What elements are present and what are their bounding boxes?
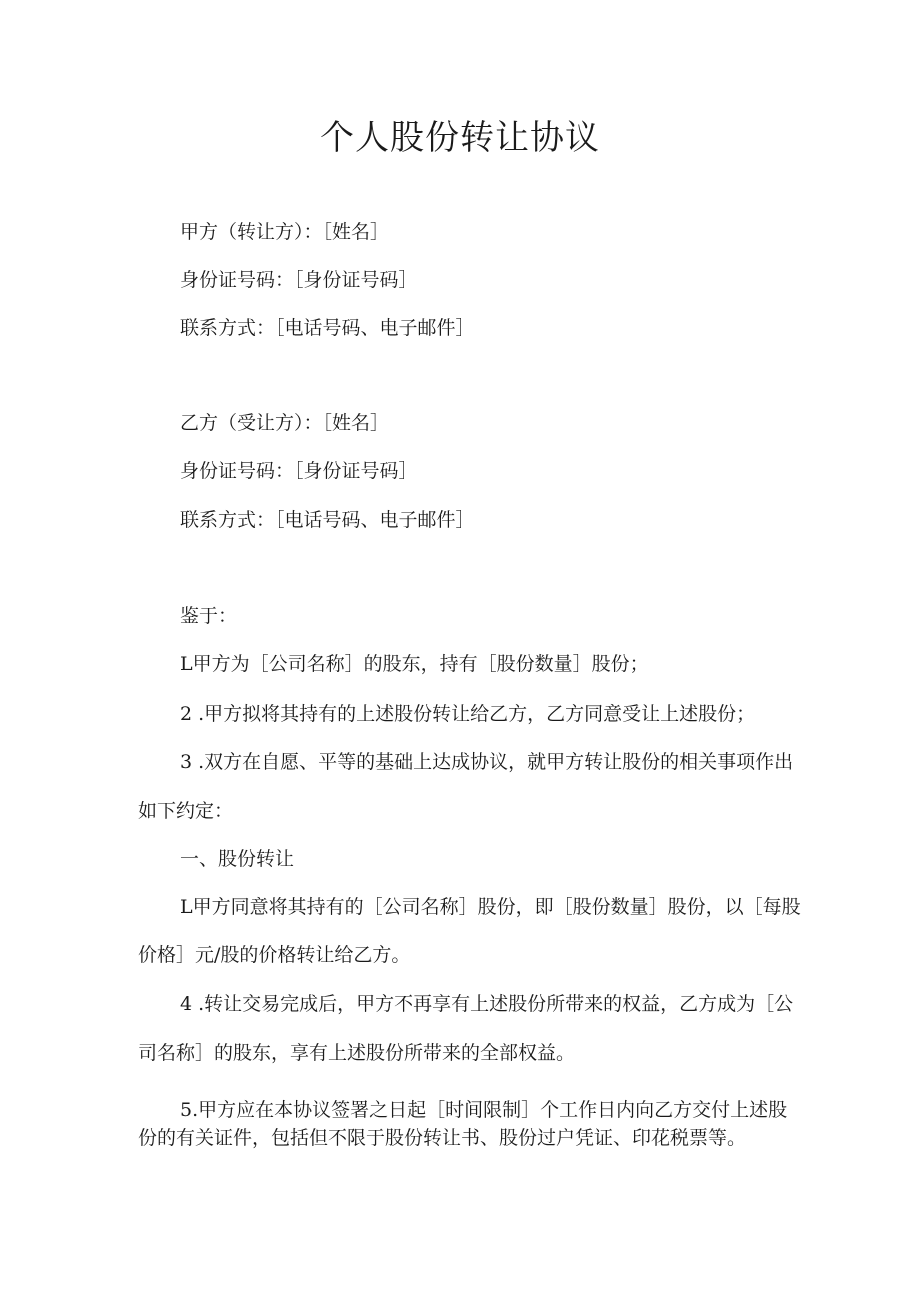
party-a-contact: 联系方式：［电话号码、电子邮件］	[180, 317, 475, 339]
section-1-p1-line-1: L甲方同意将其持有的［公司名称］股份，即［股份数量］股份，以［每股	[180, 896, 801, 918]
whereas-item-3-line-1: 3 .双方在自愿、平等的基础上达成协议，就甲方转让股份的相关事项作出	[180, 751, 794, 773]
section-1-p2-line-2: 司名称］的股东，享有上述股份所带来的全部权益。	[138, 1042, 576, 1064]
section-1-p3-line-2: 份的有关证件，包括但不限于股份转让书、股份过户凭证、印花税票等。	[138, 1127, 747, 1149]
party-a-label: 甲方（转让方）：［姓名］	[180, 221, 390, 243]
party-b-id: 身份证号码：［身份证号码］	[180, 460, 418, 482]
section-1-p1-line-2: 价格］元/股的价格转让给乙方。	[138, 944, 411, 966]
section-1-p2-line-1: 4 .转让交易完成后，甲方不再享有上述股份所带来的权益，乙方成为［公	[180, 993, 794, 1015]
whereas-item-1: L甲方为［公司名称］的股东，持有［股份数量］股份；	[180, 653, 649, 675]
party-a-id: 身份证号码：［身份证号码］	[180, 269, 418, 291]
document-title: 个人股份转让协议	[320, 118, 600, 158]
whereas-item-2: 2 .甲方拟将其持有的上述股份转让给乙方，乙方同意受让上述股份；	[180, 703, 756, 725]
party-b-label: 乙方（受让方）：［姓名］	[180, 412, 390, 434]
whereas-heading: 鉴于：	[180, 605, 238, 627]
whereas-item-3-line-2: 如下约定：	[138, 800, 234, 822]
section-1-heading: 一、股份转让	[180, 848, 295, 870]
party-b-contact: 联系方式：［电话号码、电子邮件］	[180, 509, 475, 531]
section-1-p3-line-1: 5.甲方应在本协议签署之日起［时间限制］个工作日内向乙方交付上述股	[180, 1099, 788, 1121]
